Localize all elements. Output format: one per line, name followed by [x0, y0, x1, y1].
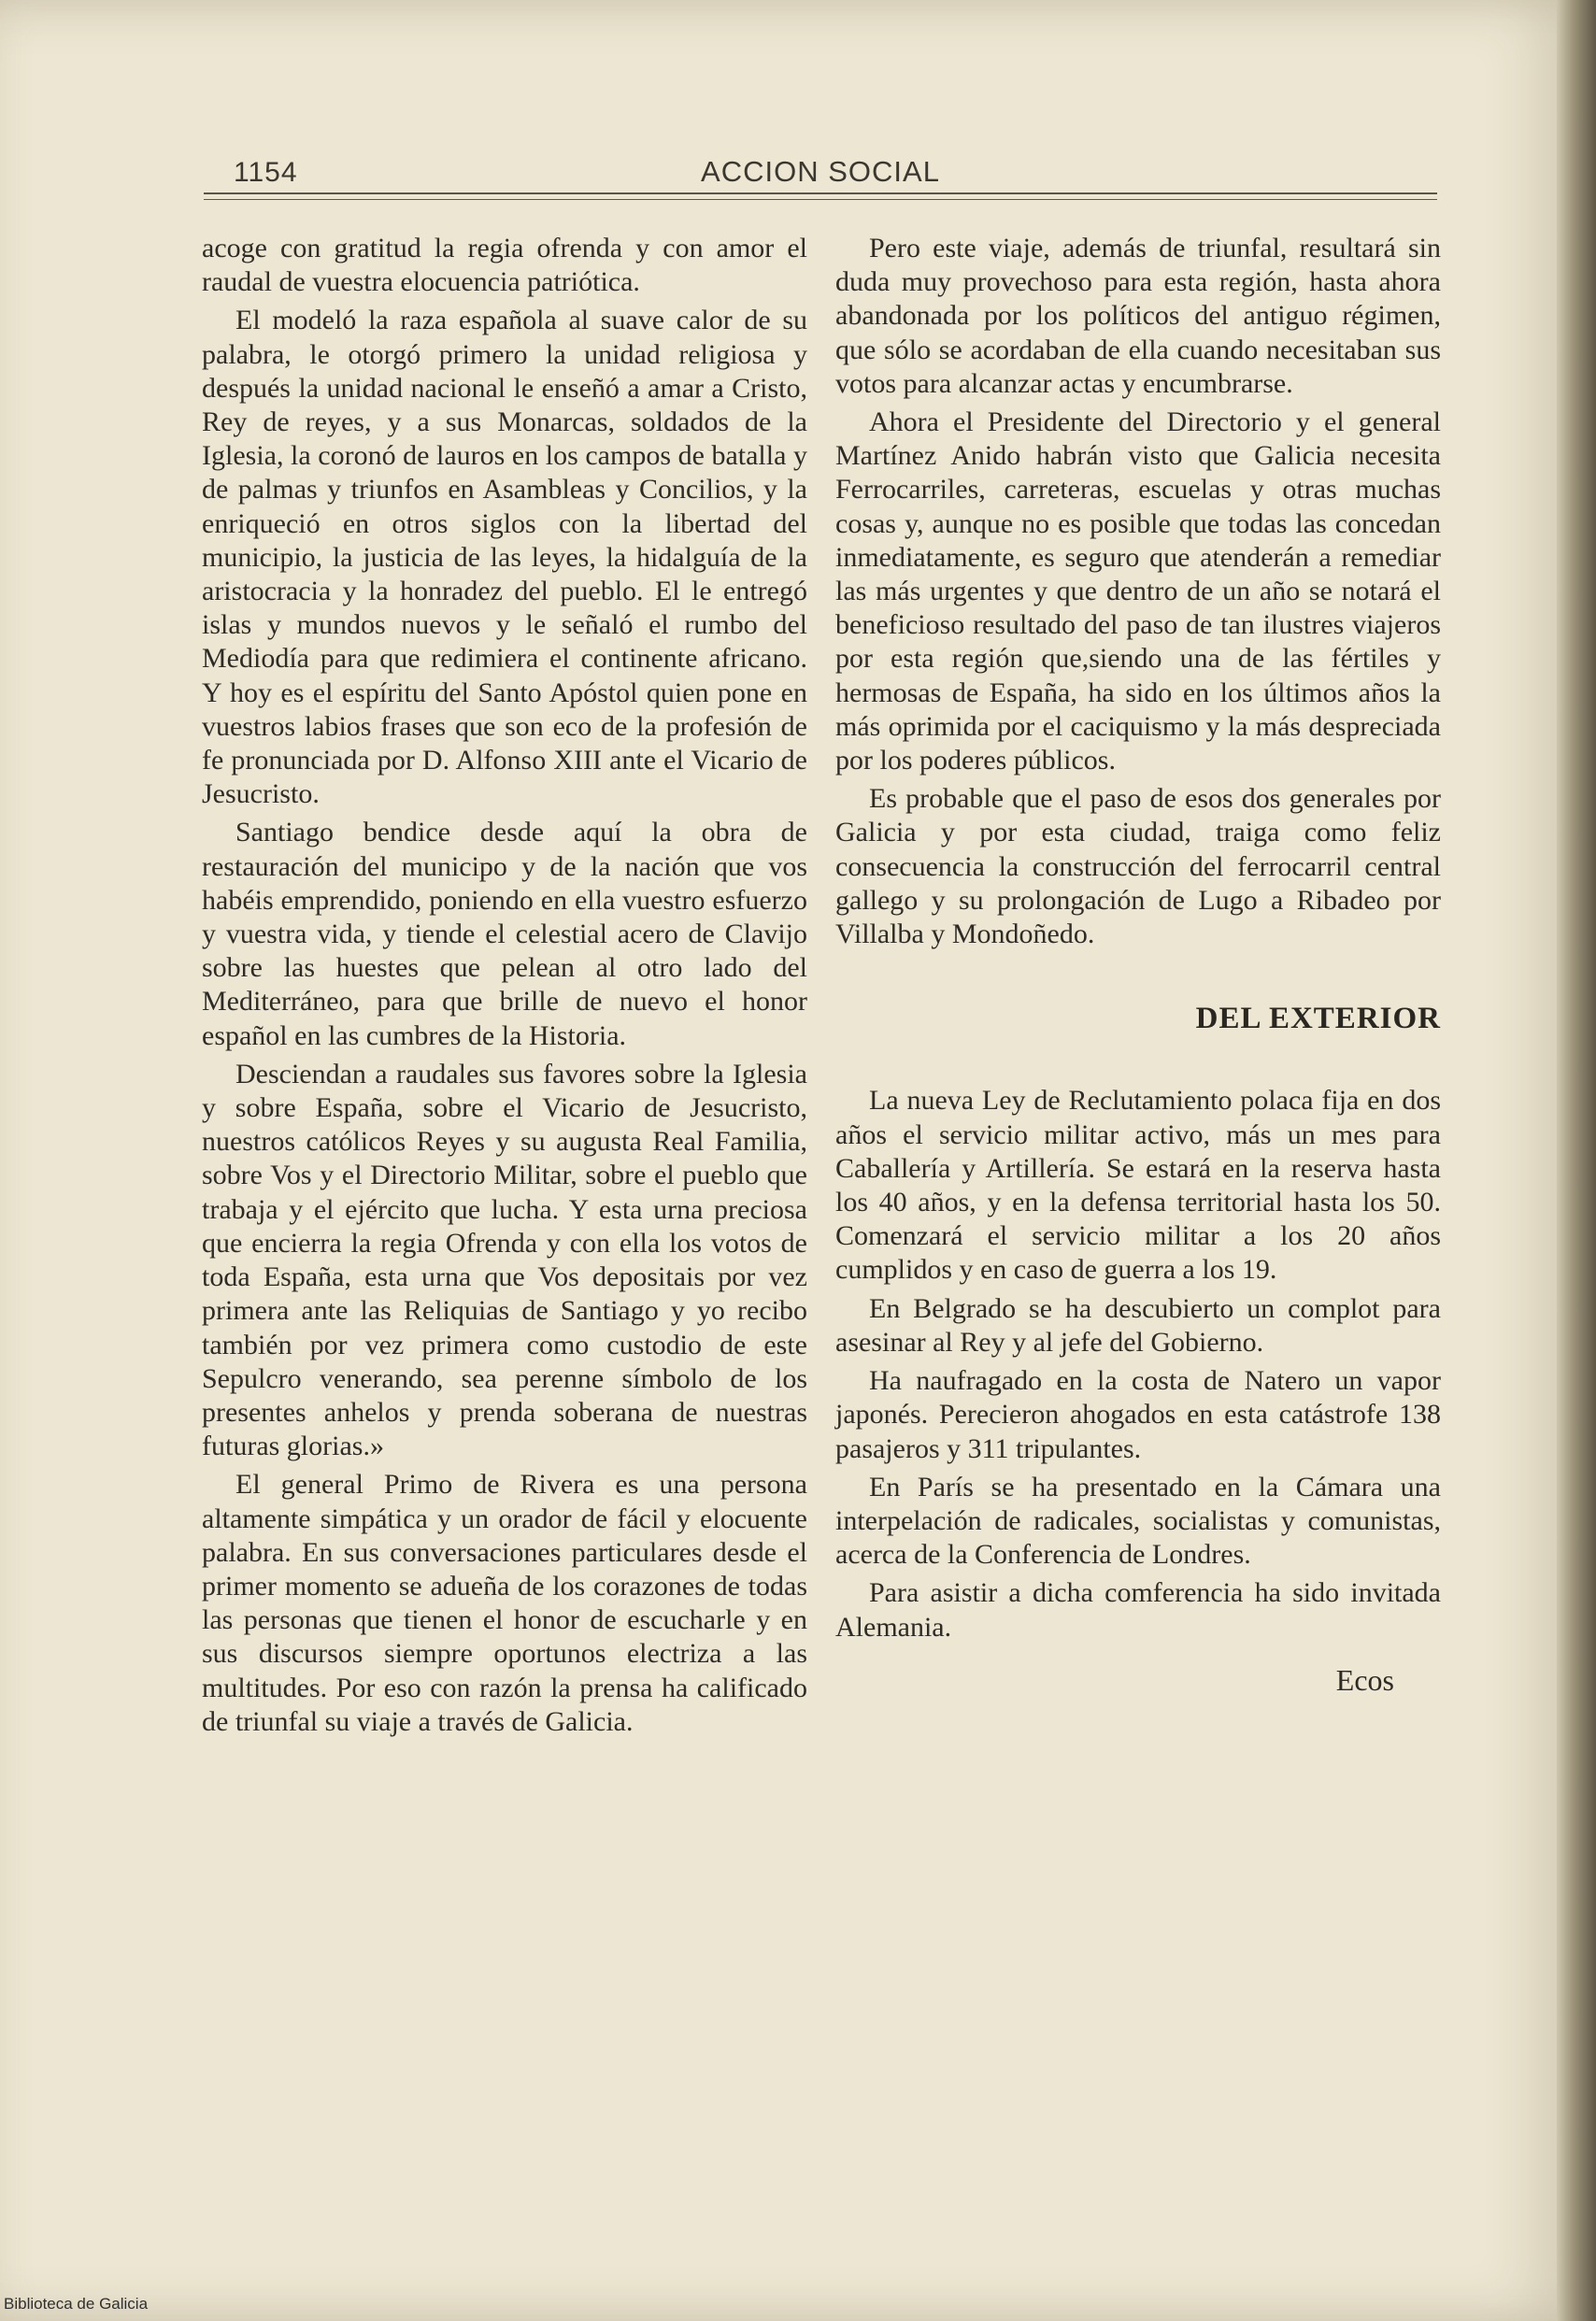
page-number: 1154 — [234, 157, 298, 188]
news-paragraph: En París se ha presentado en la Cámara una interpelación de radicales, socialistas y comunistas, acerca de la Conferencia de Londres. — [835, 1471, 1441, 1571]
section-heading: DEL EXTERIOR — [1195, 1002, 1441, 1036]
right-column — [835, 232, 1441, 1697]
signature: Ecos — [1335, 1662, 1394, 1697]
paragraph: El general Primo de Rivera es una persona altamente simpática y un orador de fácil y elocuente palabra. En sus conversaciones particulares desde el primer momento se adueña de los corazones de todas las personas que tienen el honor de escucharle y en sus discursos siempre oportunos electriza a las multitudes. Por eso con razón la prensa ha calificado de triunfal su viaje a través de Galicia. — [202, 1469, 807, 1737]
paragraph: acoge con gratitud la regia ofrenda y con amor el raudal de vuestra elocuencia patriótica. — [202, 233, 807, 298]
paragraph: Pero este viaje, además de triunfal, resultará sin duda muy provechoso para esta región, hasta ahora abandonada por los políticos del antiguo régimen, que sólo se acordaban de ella cuando necesitaban sus votos para alcanzar actas y encumbrarse. — [835, 233, 1441, 399]
header-rule — [204, 192, 1437, 194]
paragraph: El modeló la raza española al suave calor de su palabra, le otorgó primero la unidad religiosa y después la unidad nacional le enseñó a amar a Cristo, Rey de reyes, y a sus Monarcas, soldados de la Iglesia, la coronó de lauros en los campos de batalla y de palmas y triunfos en Asambleas y Concilios, y la enriqueció en otros siglos con la libertad del municipio, la justicia de las leyes, la hidalguía de la aristocracia y la honradez del pueblo. El le entregó islas y mundos nuevos y le señaló el rumbo del Mediodía para que redimiera el continente africano. Y hoy es el espíritu del Santo Apóstol quien pone en vuestros labios frases que son eco de la profesión de fe pronunciada por D. Alfonso XIII ante el Vicario de Jesucristo. — [202, 305, 807, 810]
header-rule-thin — [204, 199, 1437, 200]
page-binding-shadow — [1557, 0, 1596, 2321]
paragraph: Desciendan a raudales sus favores sobre la Iglesia y sobre España, sobre el Vicario de Jesucristo, nuestros católicos Reyes y su augusta Real Familia, sobre Vos y el Directorio Militar, sobre el pueblo que trabaja y el ejército que lucha. Y esta urna preciosa que encierra la regia Ofrenda y con ella los votos de toda España, esta urna que Vos depositais por vez primera ante las Reliquias de Santiago y yo recibo también por vez primera como custodio de este Sepulcro venerando, sea perenne símbolo de los presentes anhelos y prenda soberana de nuestras futuras glorias.» — [202, 1058, 807, 1462]
news-paragraph: Ha naufragado en la costa de Natero un vapor japonés. Perecieron ahogados en esta catástrofe 138 pasajeros y 311 tripulantes. — [835, 1365, 1441, 1464]
paragraph: Ahora el Presidente del Directorio y el general Martínez Anido habrán visto que Galicia necesita Ferrocarriles, carreteras, escuelas y otras muchas cosas y, aunque no es posible que todas las concedan inmediatamente, es seguro que atenderán a remediar las más urgentes y que dentro de un año se notará el beneficioso resultado del paso de tan ilustres viajeros por esta región que,siendo una de las fértiles y hermosas de España, ha sido en los últimos años la más oprimida por el caciquismo y la más despreciada por los poderes públicos. — [835, 406, 1441, 776]
news-paragraph: Para asistir a dicha comferencia ha sido invitada Alemania. — [835, 1577, 1441, 1643]
running-title: ACCION SOCIAL — [701, 155, 940, 188]
news-paragraph: En Belgrado se ha descubierto un complot para asesinar al Rey y al jefe del Gobierno. — [835, 1292, 1441, 1358]
library-watermark: Biblioteca de Galicia — [4, 2295, 149, 2313]
left-column — [202, 232, 807, 1739]
paragraph: Santiago bendice desde aquí la obra de restauración del municipo y de la nación que vos habéis emprendido, poniendo en ella vuestro esfuerzo y vuestra vida, y tiende el celestial acero de Clavijo sobre las huestes que pelean al otro lado del Mediterráneo, para que brille de nuevo el honor español en las cumbres de la Historia. — [202, 817, 807, 1051]
paragraph: Es probable que el paso de esos dos generales por Galicia y por esta ciudad, traiga como feliz consecuencia la construcción del ferrocarril central gallego y su prolongación de Lugo a Ribadeo por Villalba y Mondoñedo. — [835, 783, 1441, 950]
news-paragraph: La nueva Ley de Reclutamiento polaca fija en dos años el servicio militar activo, más un mes para Caballería y Artillería. Se estará en la reserva hasta los 40 años, y en la defensa territorial hasta los 50. Comenzará el servicio militar a los 20 años cumplidos y en caso de guerra a los 19. — [835, 1085, 1441, 1286]
